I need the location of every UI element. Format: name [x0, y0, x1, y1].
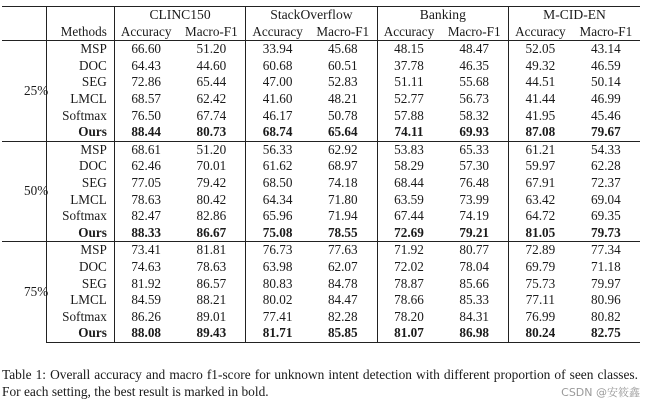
score-cell: 79.73 [591, 224, 621, 240]
score-cell: 68.44 [394, 174, 424, 190]
score-cell: 82.28 [309, 309, 377, 326]
method-name: LMCL [46, 91, 114, 108]
score-cell: 86.98 [440, 325, 508, 342]
results-table-container [2, 6, 640, 343]
score-cell: 76.73 [246, 242, 309, 259]
method-name: LMCL [46, 192, 114, 209]
table-row [2, 225, 640, 242]
score-cell: 74.11 [394, 124, 424, 140]
score-cell: 78.04 [440, 259, 508, 276]
score-cell: 88.33 [131, 224, 161, 240]
score-cell: 67.74 [178, 108, 246, 125]
table-row [2, 325, 640, 342]
seen-proportion-label: 25% [2, 41, 46, 142]
score-cell: 68.50 [262, 174, 293, 190]
table-row [2, 259, 640, 276]
score-cell: 84.59 [131, 292, 161, 308]
score-cell: 78.63 [131, 191, 161, 207]
dataset-head-clinc150: CLINC150 [114, 7, 245, 24]
score-cell: 80.42 [178, 192, 246, 209]
metric-header-accuracy: Accuracy [114, 24, 177, 41]
score-cell: 88.08 [114, 325, 177, 342]
score-cell: 65.96 [262, 208, 293, 224]
score-cell: 84.31 [440, 309, 508, 326]
method-name: Ours [46, 124, 114, 141]
score-cell: 64.34 [262, 191, 293, 207]
score-cell: 81.81 [178, 242, 246, 259]
score-cell: 67.91 [525, 174, 556, 190]
score-cell: 45.46 [591, 107, 621, 123]
score-cell: 65.33 [440, 141, 508, 158]
score-cell: 64.72 [525, 208, 556, 224]
method-name: Ours [46, 225, 114, 242]
score-cell: 78.63 [178, 259, 246, 276]
method-name: SEG [46, 74, 114, 91]
score-cell: 51.20 [178, 41, 246, 58]
score-cell: 46.35 [440, 58, 508, 75]
score-cell: 86.57 [178, 276, 246, 293]
method-name: MSP [46, 141, 114, 158]
score-cell: 75.08 [262, 224, 293, 240]
score-cell: 74.19 [440, 208, 508, 225]
score-cell: 62.42 [178, 91, 246, 108]
score-cell: 77.34 [572, 242, 640, 259]
metric-header-macro-f1: Macro-F1 [440, 24, 508, 41]
score-cell: 69.93 [440, 124, 508, 141]
score-cell: 71.92 [377, 242, 440, 259]
table-caption: Table 1: Overall accuracy and macro f1-score for unknown intent detection with different proportion of seen classes. For each setting, the best result is marked in bold. [2, 367, 638, 399]
score-cell: 84.78 [309, 276, 377, 293]
score-cell: 64.43 [131, 57, 161, 73]
score-cell: 78.20 [394, 308, 424, 324]
dataset-head-banking: Banking [377, 7, 508, 24]
score-cell: 73.41 [114, 242, 177, 259]
method-name: MSP [46, 242, 114, 259]
score-cell: 67.44 [394, 208, 424, 224]
score-cell: 86.67 [178, 225, 246, 242]
score-cell: 62.28 [591, 158, 621, 174]
score-cell: 46.99 [591, 90, 621, 106]
score-cell: 71.18 [591, 258, 621, 274]
score-cell: 45.68 [309, 41, 377, 58]
score-cell: 82.75 [572, 325, 640, 342]
table-row [2, 108, 640, 125]
score-cell: 80.83 [262, 275, 293, 291]
score-cell: 80.02 [262, 292, 293, 308]
score-cell: 74.63 [131, 258, 161, 274]
score-cell: 44.60 [178, 58, 246, 75]
dataset-head-stackoverflow: StackOverflow [246, 7, 377, 24]
score-cell: 46.17 [262, 107, 293, 123]
score-cell: 61.62 [262, 158, 293, 174]
results-table [2, 6, 640, 343]
score-cell: 85.85 [309, 325, 377, 342]
metric-header-macro-f1: Macro-F1 [178, 24, 246, 41]
table-row [2, 192, 640, 209]
score-cell: 47.00 [262, 74, 293, 90]
methods-head-blank [46, 7, 114, 24]
score-cell: 74.18 [309, 175, 377, 192]
score-cell: 66.60 [114, 41, 177, 58]
score-cell: 80.82 [591, 308, 621, 324]
score-cell: 56.33 [246, 141, 309, 158]
method-name: Softmax [46, 208, 114, 225]
metric-header-macro-f1: Macro-F1 [309, 24, 377, 41]
score-cell: 50.78 [309, 108, 377, 125]
score-cell: 80.73 [178, 124, 246, 141]
score-cell: 79.97 [591, 275, 621, 291]
score-cell: 81.92 [131, 275, 161, 291]
score-cell: 71.80 [309, 192, 377, 209]
table-row [2, 158, 640, 175]
table-row [2, 124, 640, 141]
table-row [2, 58, 640, 75]
score-cell: 51.11 [394, 74, 424, 90]
score-cell: 62.46 [131, 158, 161, 174]
score-cell: 76.50 [131, 107, 161, 123]
score-cell: 44.51 [525, 74, 556, 90]
seen-proportion-label: 50% [2, 141, 46, 242]
score-cell: 41.95 [525, 107, 556, 123]
score-cell: 78.66 [394, 292, 424, 308]
score-cell: 77.41 [262, 308, 293, 324]
score-cell: 62.07 [309, 259, 377, 276]
score-cell: 70.01 [178, 158, 246, 175]
score-cell: 48.21 [309, 91, 377, 108]
score-cell: 76.48 [440, 175, 508, 192]
score-cell: 78.87 [394, 275, 424, 291]
score-cell: 72.02 [394, 258, 424, 274]
score-cell: 81.71 [246, 325, 309, 342]
table-row [2, 91, 640, 108]
table-row [2, 276, 640, 293]
watermark: CSDN @安筱鑫 [561, 386, 640, 399]
score-cell: 76.99 [525, 308, 556, 324]
score-cell: 84.47 [309, 292, 377, 309]
score-cell: 49.32 [525, 57, 556, 73]
score-cell: 55.68 [440, 74, 508, 91]
score-cell: 62.92 [309, 141, 377, 158]
score-cell: 57.30 [440, 158, 508, 175]
score-cell: 69.04 [591, 191, 621, 207]
score-cell: 81.07 [377, 325, 440, 342]
score-cell: 41.60 [262, 90, 293, 106]
metric-header-accuracy: Accuracy [246, 24, 309, 41]
score-cell: 41.44 [525, 90, 556, 106]
score-cell: 59.97 [525, 158, 556, 174]
method-name: DOC [46, 259, 114, 276]
score-cell: 72.89 [509, 242, 572, 259]
metric-header-accuracy: Accuracy [509, 24, 572, 41]
table-row [2, 208, 640, 225]
score-cell: 87.08 [525, 124, 556, 140]
score-cell: 69.79 [525, 258, 556, 274]
results-table-body [2, 41, 640, 343]
score-cell: 65.44 [178, 74, 246, 91]
score-cell: 80.24 [509, 325, 572, 342]
score-cell: 68.97 [309, 158, 377, 175]
score-cell: 88.21 [178, 292, 246, 309]
score-cell: 63.42 [525, 191, 556, 207]
score-cell: 81.05 [525, 224, 556, 240]
score-cell: 78.55 [309, 225, 377, 242]
score-cell: 89.01 [178, 309, 246, 326]
table-row [2, 74, 640, 91]
table-row [2, 242, 640, 259]
table-row [2, 309, 640, 326]
score-cell: 79.42 [178, 175, 246, 192]
score-cell: 52.83 [309, 74, 377, 91]
score-cell: 80.96 [591, 292, 621, 308]
table-row [2, 41, 640, 58]
metric-header-macro-f1: Macro-F1 [572, 24, 640, 41]
score-cell: 68.61 [114, 141, 177, 158]
score-cell: 85.33 [440, 292, 508, 309]
method-name: MSP [46, 41, 114, 58]
score-cell: 48.47 [440, 41, 508, 58]
score-cell: 60.68 [262, 57, 293, 73]
score-cell: 58.32 [440, 108, 508, 125]
score-cell: 77.05 [131, 174, 161, 190]
score-cell: 53.83 [377, 141, 440, 158]
score-cell: 71.94 [309, 208, 377, 225]
score-cell: 52.77 [394, 90, 424, 106]
corner-blank [2, 7, 46, 24]
score-cell: 88.44 [131, 124, 161, 140]
score-cell: 56.73 [440, 91, 508, 108]
score-cell: 75.73 [525, 275, 556, 291]
method-name: DOC [46, 58, 114, 75]
score-cell: 50.14 [591, 74, 621, 90]
methods-column-header: Methods [46, 24, 114, 41]
method-name: LMCL [46, 292, 114, 309]
table-row [2, 292, 640, 309]
score-cell: 52.05 [509, 41, 572, 58]
score-cell: 89.43 [178, 325, 246, 342]
score-cell: 68.74 [262, 124, 293, 140]
score-cell: 82.86 [178, 208, 246, 225]
score-cell: 57.88 [394, 107, 424, 123]
score-cell: 65.64 [309, 124, 377, 141]
score-cell: 86.26 [131, 308, 161, 324]
table-row [2, 141, 640, 158]
score-cell: 51.20 [178, 141, 246, 158]
score-cell: 48.15 [377, 41, 440, 58]
metric-header-accuracy: Accuracy [377, 24, 440, 41]
score-cell: 43.14 [572, 41, 640, 58]
score-cell: 72.86 [131, 74, 161, 90]
score-cell: 63.98 [262, 258, 293, 274]
score-cell: 73.99 [440, 192, 508, 209]
score-cell: 60.51 [309, 58, 377, 75]
method-name: DOC [46, 158, 114, 175]
score-cell: 72.69 [394, 224, 424, 240]
seen-proportion-label: 75% [2, 242, 46, 343]
score-cell: 79.67 [591, 124, 621, 140]
method-name: SEG [46, 276, 114, 293]
corner-blank-sub [2, 24, 46, 41]
score-cell: 37.78 [394, 57, 424, 73]
score-cell: 68.57 [131, 90, 161, 106]
score-cell: 77.11 [525, 292, 555, 308]
method-name: Softmax [46, 309, 114, 326]
score-cell: 72.37 [591, 174, 621, 190]
score-cell: 63.59 [394, 191, 424, 207]
score-cell: 54.33 [572, 141, 640, 158]
score-cell: 85.66 [440, 276, 508, 293]
score-cell: 80.77 [440, 242, 508, 259]
score-cell: 77.63 [309, 242, 377, 259]
score-cell: 46.59 [591, 57, 621, 73]
dataset-head-mcid-en: M-CID-EN [509, 7, 640, 24]
score-cell: 82.47 [131, 208, 161, 224]
table-row [2, 175, 640, 192]
score-cell: 33.94 [246, 41, 309, 58]
method-name: SEG [46, 175, 114, 192]
method-name: Ours [46, 325, 114, 342]
score-cell: 61.21 [509, 141, 572, 158]
score-cell: 79.21 [440, 225, 508, 242]
score-cell: 69.35 [591, 208, 621, 224]
score-cell: 58.29 [394, 158, 424, 174]
method-name: Softmax [46, 108, 114, 125]
